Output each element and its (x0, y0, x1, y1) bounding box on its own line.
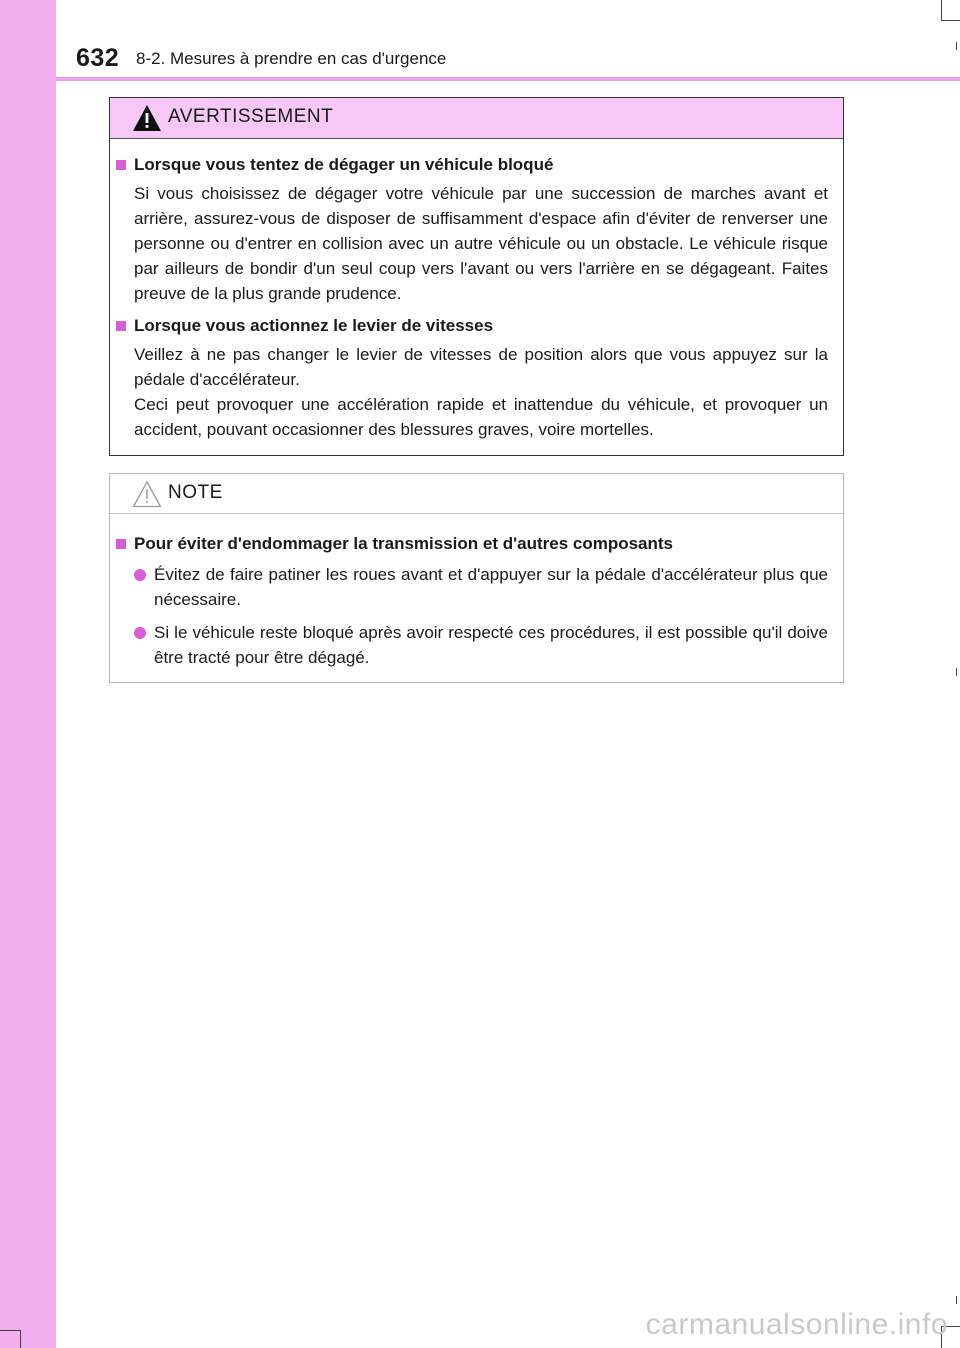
circle-bullet-icon (134, 627, 146, 639)
crop-mark (0, 1330, 20, 1331)
caution-triangle-outline-icon (132, 480, 162, 508)
square-bullet-icon (116, 160, 126, 170)
warning-label: AVERTISSEMENT (168, 106, 334, 127)
header-divider (56, 77, 960, 81)
crop-mark (956, 668, 957, 676)
page-side-tab (0, 0, 56, 1348)
warning-box (109, 97, 844, 456)
warning-paragraph: Veillez à ne pas changer le levier de vitesses de position alors que vous appuyez sur la pédale d'accélérateur. (134, 345, 828, 389)
crop-mark (941, 20, 960, 21)
warning-header (110, 98, 843, 139)
crop-mark (941, 0, 942, 20)
warning-item-title: Lorsque vous tentez de dégager un véhicule bloqué (116, 153, 828, 177)
crop-mark (956, 1296, 957, 1304)
page-number: 632 (76, 44, 120, 72)
watermark: carmanualsonline.info (645, 1308, 948, 1341)
warning-body (110, 139, 843, 442)
note-bullet: Évitez de faire patiner les roues avant et d'appuyer sur la pédale d'accélérateur plus que nécessaire. (116, 562, 828, 612)
note-label: NOTE (168, 482, 223, 503)
note-body (110, 514, 843, 670)
section-title: 8-2. Mesures à prendre en cas d'urgence (136, 49, 447, 68)
note-header (110, 474, 843, 514)
note-bullet: Si le véhicule reste bloqué après avoir respecté ces procédures, il est possible qu'il doive être tracté pour être dégagé. (116, 620, 828, 670)
crop-mark (20, 1330, 21, 1348)
warning-paragraph: Ceci peut provoquer une accélération rapide et inattendue du véhicule, et provoquer un accident, pouvant occasionner des blessures graves, voire mortelles. (134, 395, 828, 439)
warning-item-title: Lorsque vous actionnez le levier de vitesses (116, 314, 828, 338)
square-bullet-icon (116, 539, 126, 549)
warning-triangle-icon (132, 104, 162, 132)
note-item-title: Pour éviter d'endommager la transmission et d'autres composants (116, 532, 828, 556)
square-bullet-icon (116, 321, 126, 331)
note-box (109, 473, 844, 683)
crop-mark (956, 42, 957, 50)
warning-paragraph: Si vous choisissez de dégager votre véhicule par une succession de marches avant et arrière, assurez-vous de disposer de suffisamment d'espace afin d'éviter de renverser une personne ou d'entrer en collision avec un autre véhicule ou un obstacle. Le véhicule risque par ailleurs de bondir d'un seul coup vers l'avant ou vers l'arrière en se dégageant. Faites preuve de la plus grande prudence. (134, 184, 828, 303)
circle-bullet-icon (134, 569, 146, 581)
